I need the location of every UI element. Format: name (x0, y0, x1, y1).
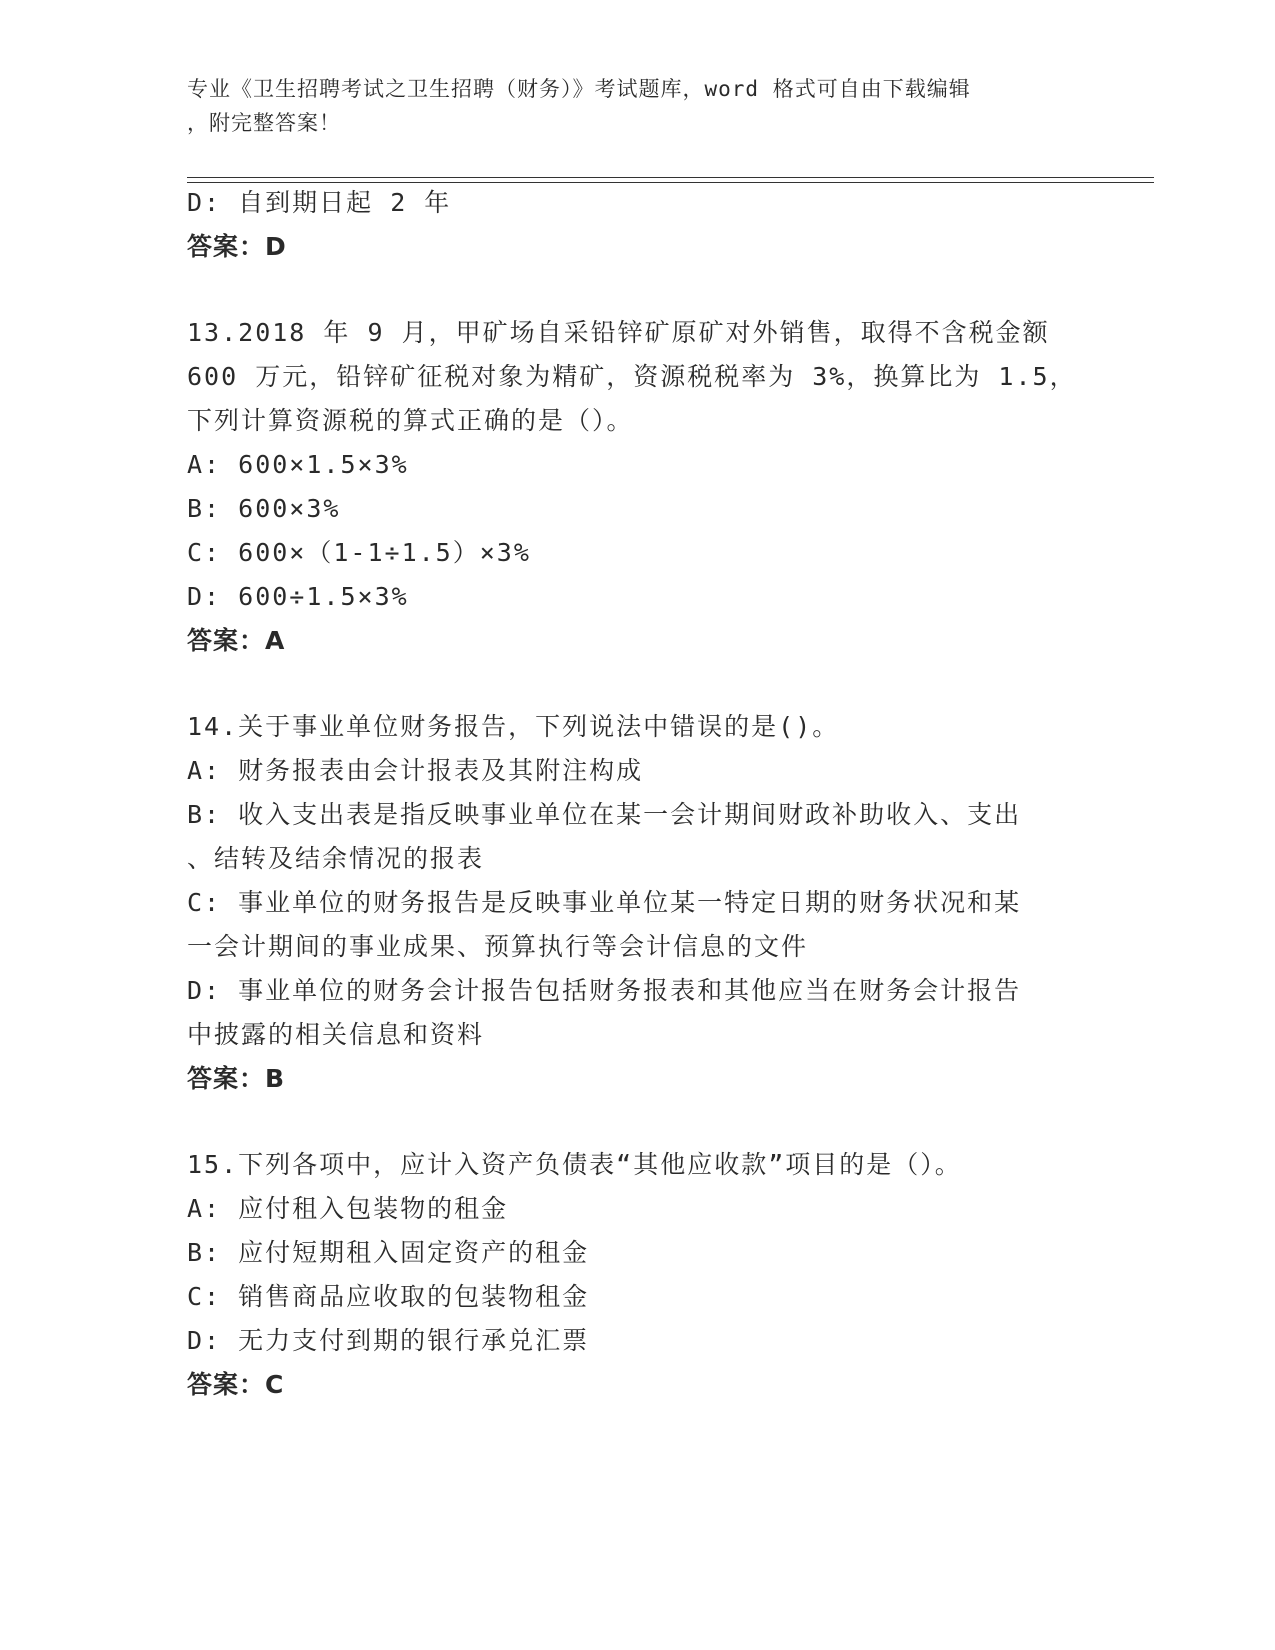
option-b: B: 600×3% (187, 494, 341, 523)
option-a: A: 应付租入包装物的租金 (187, 1194, 509, 1223)
question-stem: 15.下列各项中，应计入资产负债表“其他应收款”项目的是（）。 (187, 1150, 962, 1179)
option-d: D: 无力支付到期的银行承兑汇票 (187, 1326, 590, 1355)
question-stem: 13.2018 年 9 月，甲矿场自采铅锌矿原矿对外销售，取得不含税金额 (187, 318, 1050, 347)
question-stem: 600 万元，铅锌矿征税对象为精矿，资源税税率为 3%，换算比为 1.5， (187, 362, 1077, 391)
answer-line: 答案：A (187, 626, 286, 655)
option-d: D: 自到期日起 2 年 (187, 188, 452, 217)
answer-line: 答案：D (187, 232, 287, 261)
option-b: B: 收入支出表是指反映事业单位在某一会计期间财政补助收入、支出 (187, 800, 1022, 829)
answer-line: 答案：C (187, 1370, 285, 1399)
option-d: D: 事业单位的财务会计报告包括财务报表和其他应当在财务会计报告 (187, 976, 1022, 1005)
option-a: A: 600×1.5×3% (187, 450, 409, 479)
option-d-cont: 中披露的相关信息和资料 (187, 1020, 485, 1049)
option-b-cont: 、结转及结余情况的报表 (187, 844, 485, 873)
question-stem: 下列计算资源税的算式正确的是（）。 (187, 406, 634, 435)
header-line-2: ，附完整答案！ (187, 111, 341, 135)
option-c: C: 事业单位的财务报告是反映事业单位某一特定日期的财务状况和某 (187, 888, 1022, 917)
option-d: D: 600÷1.5×3% (187, 582, 409, 611)
option-c: C: 600×（1-1÷1.5）×3% (187, 538, 531, 567)
question-stem: 14.关于事业单位财务报告，下列说法中错误的是()。 (187, 712, 840, 741)
option-b: B: 应付短期租入固定资产的租金 (187, 1238, 590, 1267)
option-c-cont: 一会计期间的事业成果、预算执行等会计信息的文件 (187, 932, 809, 961)
answer-line: 答案：B (187, 1064, 286, 1093)
option-a: A: 财务报表由会计报表及其附注构成 (187, 756, 644, 785)
option-c: C: 销售商品应收取的包装物租金 (187, 1282, 590, 1311)
header-divider-top (187, 177, 1154, 178)
document-header (187, 72, 1067, 140)
header-line-1: 专业《卫生招聘考试之卫生招聘（财务）》考试题库，word 格式可自由下载编辑 (187, 77, 971, 101)
